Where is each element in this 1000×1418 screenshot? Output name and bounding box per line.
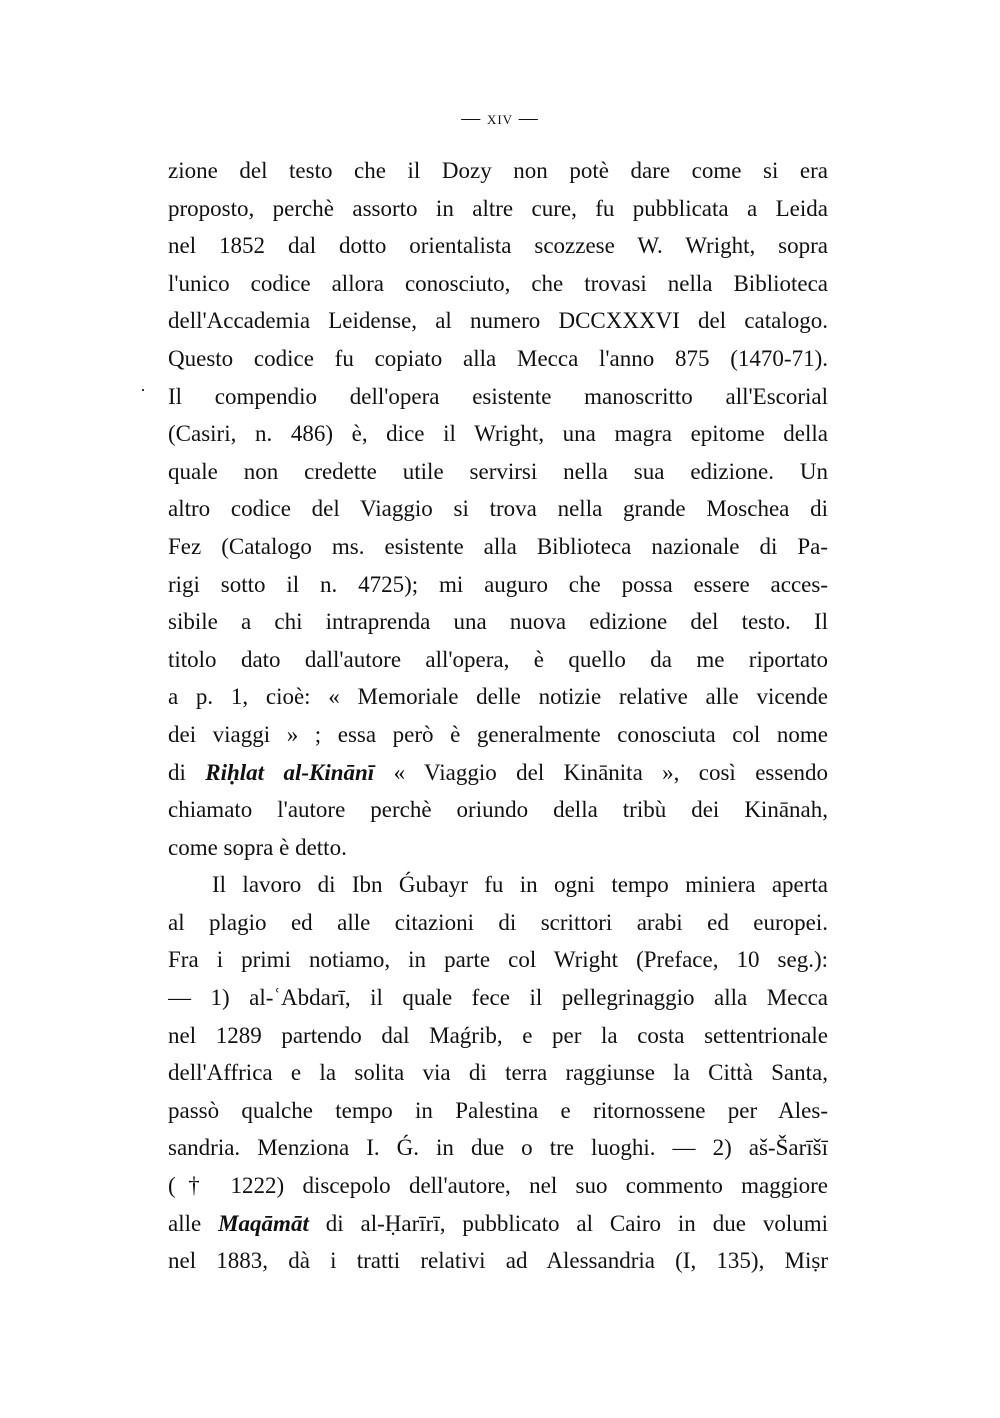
work-title: Riḥlat al-Kinānī (205, 759, 375, 785)
text-segment: di (168, 759, 206, 785)
body-text (168, 152, 828, 1280)
text-segment: di al-Ḥarīrī, pubblicato al Cairo in due volumi (308, 1210, 828, 1236)
text-line: († 1222) discepolo dell'autore, nel suo commento maggiore (168, 1173, 828, 1199)
text-line: Il compendio dell'opera esistente manoscritto all'Escorial (168, 383, 828, 409)
text-line: Fra i primi notiamo, in parte col Wright (Preface, 10 seg.): (168, 947, 828, 973)
text-line: a p. 1, cioè: « Memoriale delle notizie relative alle vicende (168, 684, 828, 710)
text-segment: « Viaggio del Kinānita », così essendo (374, 759, 828, 785)
text-line: Il lavoro di Ibn Ǵubayr fu in ogni tempo miniera aperta (212, 872, 828, 898)
text-line: proposto, perchè assorto in altre cure, fu pubblicata a Leida (168, 195, 828, 221)
text-line: dell'Affrica e la solita via di terra raggiunse la Città Santa, (168, 1060, 828, 1086)
text-line: (Casiri, n. 486) è, dice il Wright, una magra epitome della (168, 421, 828, 447)
text-line: nel 1883, dà i tratti relativi ad Alessandria (I, 135), Miṣr (168, 1248, 828, 1274)
text-line: dell'Accademia Leidense, al numero DCCXXXVI del catalogo. (168, 308, 828, 334)
work-title: Maqāmāt (218, 1210, 309, 1236)
text-line: — 1) al-ʿAbdarī, il quale fece il pellegrinaggio alla Mecca (168, 985, 828, 1011)
text-line: sandria. Menziona I. Ǵ. in due o tre luoghi. — 2) aš-Šarīšī (168, 1135, 828, 1161)
text-line (168, 754, 828, 792)
page-number: — xiv — (461, 108, 539, 129)
text-line: come sopra è detto. (168, 834, 347, 860)
text-line: rigi sotto il n. 4725); mi auguro che possa essere acces- (168, 571, 828, 597)
text-line (168, 1205, 828, 1243)
text-line: passò qualche tempo in Palestina e ritornossene per Ales- (168, 1097, 828, 1123)
text-line: dei viaggi » ; essa però è generalmente conosciuta col nome (168, 721, 828, 747)
text-line: quale non credette utile servirsi nella sua edizione. Un (168, 458, 828, 484)
text-line: nel 1852 dal dotto orientalista scozzese W. Wright, sopra (168, 233, 828, 259)
text-line: altro codice del Viaggio si trova nella grande Moschea di (168, 496, 828, 522)
text-line: Questo codice fu copiato alla Mecca l'anno 875 (1470-71). (168, 345, 828, 371)
text-line: zione del testo che il Dozy non potè dare come si era (168, 158, 828, 183)
text-line: l'unico codice allora conosciuto, che trovasi nella Biblioteca (168, 270, 828, 296)
text-line: nel 1289 partendo dal Maǵrib, e per la costa settentrionale (168, 1022, 828, 1048)
text-line: Fez (Catalogo ms. esistente alla Biblioteca nazionale di Pa- (168, 533, 828, 559)
text-segment: alle (168, 1210, 219, 1236)
text-line: al plagio ed alle citazioni di scrittori arabi ed europei. (168, 909, 828, 935)
text-line: titolo dato dall'autore all'opera, è quello da me riportato (168, 646, 828, 672)
text-line: sibile a chi intraprenda una nuova edizione del testo. Il (168, 609, 828, 635)
margin-mark: · (140, 380, 146, 400)
text-line: chiamato l'autore perchè oriundo della tribù dei Kinānah, (168, 797, 828, 823)
